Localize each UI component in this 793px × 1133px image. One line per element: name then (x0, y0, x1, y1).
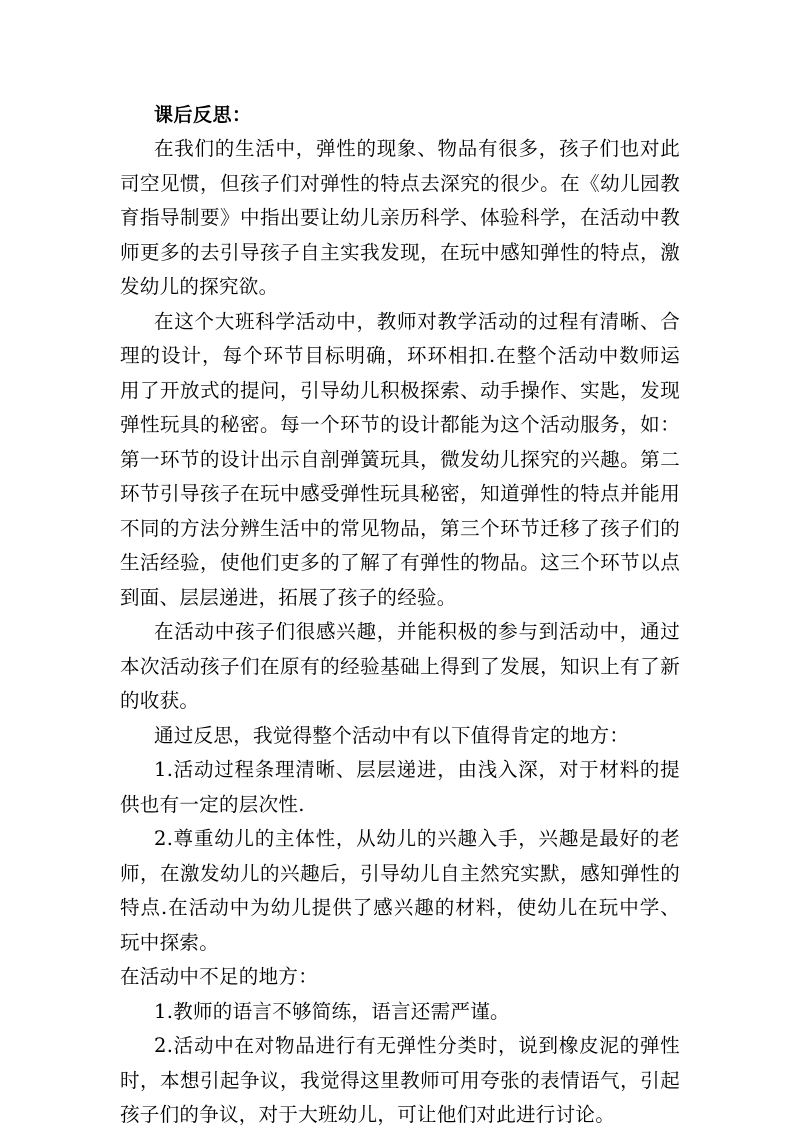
paragraph-children-interest: 在活动中孩子们很感兴趣，并能积极的参与到活动中，通过本次活动孩子们在原有的经验基础上得到了发展，知识上有了新的收获。 (120, 620, 680, 712)
paragraph-shortcomings: 在活动中不足的地方： (120, 965, 319, 988)
paragraph-activity-design: 在这个大班科学活动中，教师对教学活动的过程有清晰、合理的设计，每个环节目标明确，环环相扣.在整个活动中数师运用了开放式的提问，引导幼儿积极探索、动手操作、实匙，发现弹性玩具的秘密。每一个环节的设计都能为这个活动服务，如：第一环节的设计出示自剖弹簧玩具，微发幼儿探究的兴趣。第二环节引导孩子在玩中感受弹性玩具秘密，知道弹性的特点并能用不同的方法分辨生活中的常见物品，第三个环节迁移了孩子们的生活经验，使他们吏多的了解了有弹性的物品。这三个环节以点到面、层层递进，拓展了孩子的经验。 (120, 309, 680, 609)
paragraph-intro: 在我们的生活中，弹性的现象、物品有很多，孩子们也对此司空见惯，但孩子们对弹性的特点去深究的很少。在《幼儿园教育指导制要》中指出要让幼儿亲历科学、体验科学，在活动中教师更多的去引导孩子自主实我发现，在玩中感知弹性的特点，激发幼儿的探究欲。 (120, 137, 680, 298)
paragraph-reflection-positives: 通过反思，我觉得整个活动中有以下值得肯定的地方： (154, 723, 630, 747)
list-item-positive-1: 1.活动过程条理清晰、层层递进，由浅入深，对于材料的提供也有一定的层次性. (120, 758, 680, 816)
document-body (120, 98, 680, 1133)
list-item-shortcoming-2: 2.活动中在对物品进行有无弹性分类时，说到橡皮泥的弹性时，本想引起争议，我觉得这里教师可用夸张的表情语气，引起孩子们的争议，对于大班幼儿，可让他们对此进行讨论。 (120, 1034, 680, 1126)
section-heading: 课后反思： (154, 104, 252, 126)
list-item-positive-2: 2.尊重幼儿的主体性，从幼儿的兴趣入手，兴趣是最好的老师，在激发幼儿的兴趣后，引导幼儿自主然究实默，感知弹性的特点.在活动中为幼儿提供了感兴趣的材料，使幼儿在玩中学、玩中探索。 (120, 827, 680, 954)
list-item-shortcoming-1: 1.教师的语言不够简练，语言还需严谨。 (154, 999, 510, 1023)
